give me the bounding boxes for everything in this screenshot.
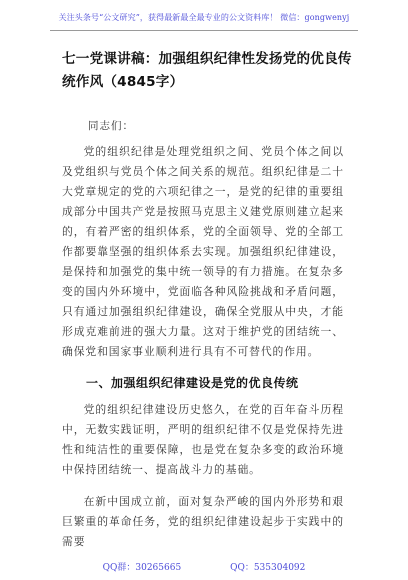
contact-footer [0, 560, 408, 573]
header-divider [50, 30, 358, 31]
section-heading: 一、加强组织纪律建设是党的优良传统 [86, 376, 299, 390]
qq-number-text: QQ：535304092 [230, 563, 306, 573]
body-paragraph: 党的组织纪律建设历史悠久，在党的百年奋斗历程中，无数实践证明，严明的组织纪律不仅是党保持先进性和纯洁性的重要保障，也是党在复杂多变的政治环境中保持团结统一、提高战斗力的基础。 [62, 403, 344, 476]
body-paragraph: 在新中国成立前，面对复杂严峻的国内外形势和艰巨繁重的革命任务，党的组织纪律建设起步于实践中的需要 [62, 495, 344, 548]
promo-banner: 关注头条号“公文研究”，获得最新最全最专业的公文资料库！ 微信：gongwenyj [58, 13, 350, 22]
salutation: 同志们： [88, 120, 134, 132]
qq-group-text: QQ群：30265665 [102, 563, 182, 573]
document-title: 七一党课讲稿：加强组织纪律性发扬党的优良传统作风（4845字） [62, 51, 352, 90]
body-paragraph: 党的组织纪律是处理党组织之间、党员个体之间以及党组织与党员个体之间关系的规范。组织纪律是二十大党章规定的党的六项纪律之一，是党的纪律的重要组成部分中国共产党是按照马克思主义建党原则建立起来的，有着严密的组织体系，党的全面领导、党的全部工作都要靠坚强的组织体系去实现。加强组织纪律建设，是保持和加强党的集中统一领导的有力措施。在复杂多变的国内外环境中，党面临各种风险挑战和矛盾问题，只有通过加强组织纪律建设，确保全党服从中央，才能形成克难前进的强大力量。这对于维护党的团结统一、确保党和国家事业顺利进行具有不可替代的作用。 [62, 145, 344, 358]
